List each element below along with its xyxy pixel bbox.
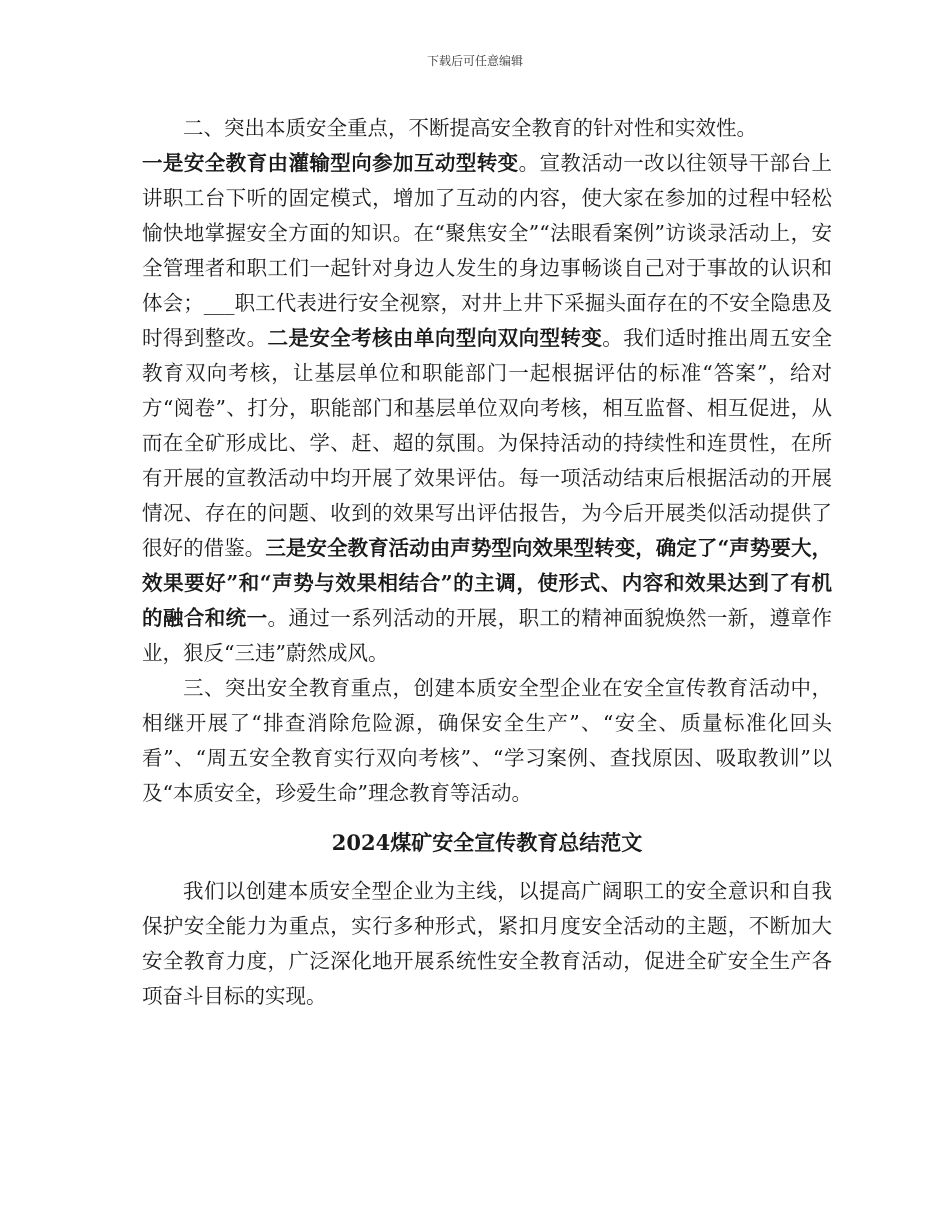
document-body [142,111,832,1014]
point-1-heading: 一是安全教育由灌输型向参加互动型转变 [142,151,519,175]
point-2-text: 。我们适时推出周五安全教育双向考核，让基层单位和职能部门一起根据评估的标准“答案”，给对方“阅卷”、打分，职能部门和基层单位双向考核，相互监督、相互促进，从而在全矿形成比、学、赶、超的氛围。为保持活动的持续性和连贯性，在所有开展的宣教活动中均开展了效果评估。每一项活动结束后根据活动的开展情况、存在的问题、收到的效果写出评估报告，为今后开展类似活动提供了很好的借鉴。 [142,326,832,560]
paragraph-section-3: 三、突出安全教育重点，创建本质安全型企业在安全宣传教育活动中，相继开展了“排查消除危险源，确保安全生产”、“安全、质量标准化回头看”、“周五安全教育实行双向考核”、“学习案例、查找原因、吸取教训”以及“本质安全，珍爱生命”理念教育等活动。 [142,676,832,805]
paragraph-section-2-points [142,146,832,671]
point-2-heading: 二是安全考核由单向型向双向型转变 [267,326,603,350]
document-title: 2024煤矿安全宣传教育总结范文 [331,830,643,855]
paragraph-closing: 我们以创建本质安全型企业为主线，以提高广阔职工的安全意识和自我保护安全能力为重点，实行多种形式，紧扣月度安全活动的主题，不断加大安全教育力度，广泛深化地开展系统性安全教育活动，促进全矿安全生产各项奋斗目标的实现。 [142,879,832,1008]
point-3-heading: 三是安全教育活动由声势型向效果型转变，确定了“声势要大，效果要好”和“声势与效果相结合”的主调，使形式、内容和效果达到了有机的融合和统一 [142,536,832,630]
point-3-text: 。通过一系列活动的开展，职工的精神面貌焕然一新，遵章作业，狠反“三违”蔚然成风。 [142,606,832,665]
paragraph-section-2 [142,111,832,146]
point-1-text: 。宣教活动一改以往领导干部台上讲职工台下听的固定模式，增加了互动的内容，使大家在参加的过程中轻松愉快地掌握安全方面的知识。在“聚焦安全”“法眼看案例”访谈录活动上，安全管理者和职工们一起针对身边人发生的身边事畅谈自己对于事故的认识和体会；___职工代表进行安全视察，对井上井下采掘头面存在的不安全隐患及时得到整改。 [142,151,832,350]
section-2-intro: 二、突出本质安全重点，不断提高安全教育的针对性和实效性。 [183,116,757,140]
page-header: 下载后可任意编辑 [426,54,523,68]
